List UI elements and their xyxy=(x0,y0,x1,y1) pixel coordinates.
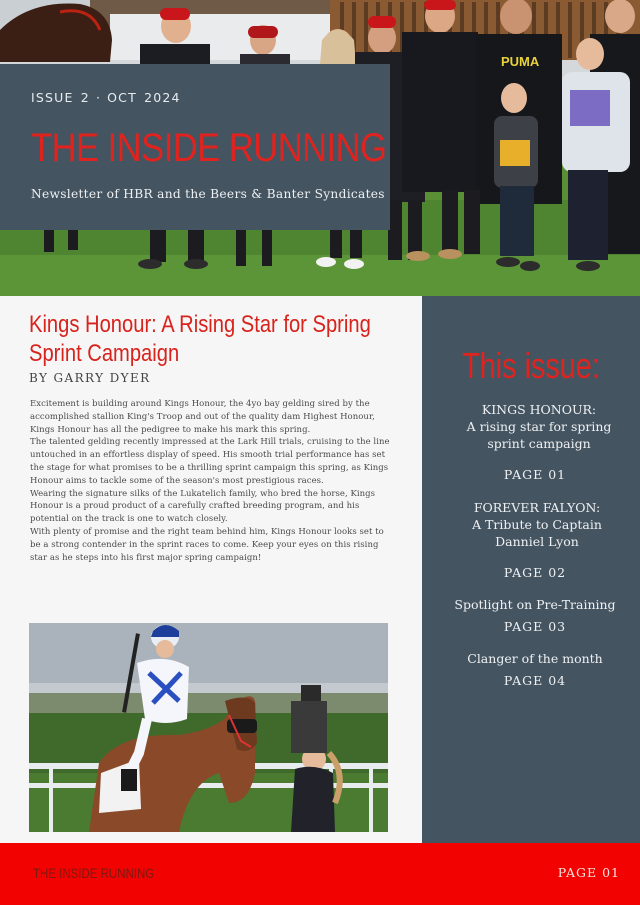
contents-title: This issue: xyxy=(462,345,600,386)
article-byline: BY GARRY DYER xyxy=(29,371,151,385)
article-paragraph: With plenty of promise and the right team behind him, Kings Honour looks set to be a strong contender in the sprint races to come. Keep your eyes on this rising star as he steps into his first major spring campaign! xyxy=(30,526,384,563)
contents-item-page[interactable]: PAGE 03 xyxy=(503,619,567,634)
jockey-horse-illustration xyxy=(29,623,388,832)
puma-logo: PUMA xyxy=(501,54,540,69)
contents-item-page[interactable]: PAGE 01 xyxy=(503,467,567,482)
contents-item-label-line: A rising star for spring sprint campaign xyxy=(466,419,612,451)
issue-number: ISSUE 2 xyxy=(31,90,90,105)
newsletter-subtitle: Newsletter of HBR and the Beers & Banter Syndicates xyxy=(31,187,385,201)
article-headline: Kings Honour: A Rising Star for Spring Sprint Campaign xyxy=(29,311,371,367)
footer-bar xyxy=(0,843,640,905)
article-paragraph: Wearing the signature silks of the Lukatelich family, who bred the horse, Kings Honour is a proud product of a carefully crafted breeding program, and his potential on the track is one to watch closely. xyxy=(30,488,376,525)
contents-item-page[interactable]: PAGE 02 xyxy=(503,565,567,580)
footer-title: THE INSIDE RUNNING xyxy=(33,865,155,881)
contents-item-label-line: A Tribute to Captain Danniel Lyon xyxy=(472,517,602,549)
contents-item-label xyxy=(422,401,640,452)
article-body xyxy=(30,398,392,564)
masthead-box xyxy=(0,64,390,230)
contents-item[interactable] xyxy=(422,499,640,550)
issue-date: OCT 2024 xyxy=(107,90,181,105)
contents-item-label-line: FOREVER FALYON: xyxy=(473,500,601,515)
jockey-horse-photo xyxy=(29,623,388,832)
contents-item[interactable]: Spotlight on Pre-Training xyxy=(454,597,616,612)
newsletter-title: THE INSIDE RUNNING xyxy=(31,126,387,170)
contents-item[interactable]: Clanger of the month xyxy=(467,651,603,666)
issue-line xyxy=(31,90,390,105)
footer-page-number: PAGE 01 xyxy=(557,865,620,880)
contents-item-page[interactable]: PAGE 04 xyxy=(503,673,567,688)
contents-item[interactable] xyxy=(422,401,640,452)
contents-item-label xyxy=(422,499,640,550)
article-paragraph: Excitement is building around Kings Honour, the 4yo bay gelding sired by the accomplished stallion King's Troop and out of the quality dam Highest Honour, Kings Honour has all the pedigree to make his mark this spring. xyxy=(30,399,375,435)
article-paragraph: The talented gelding recently impressed at the Lark Hill trials, cruising to the line untouched in an effortless display of speed. His smooth trial performance has set the stage for what promises to be a thrilling sprint campaign this spring, as Kings Honour aims to tackle some of the season's most prestigious races. xyxy=(30,437,390,486)
issue-separator: · xyxy=(95,90,102,105)
article-section xyxy=(0,296,422,843)
contents-sidebar xyxy=(422,296,640,843)
contents-item-label-line: KINGS HONOUR: xyxy=(481,402,597,417)
